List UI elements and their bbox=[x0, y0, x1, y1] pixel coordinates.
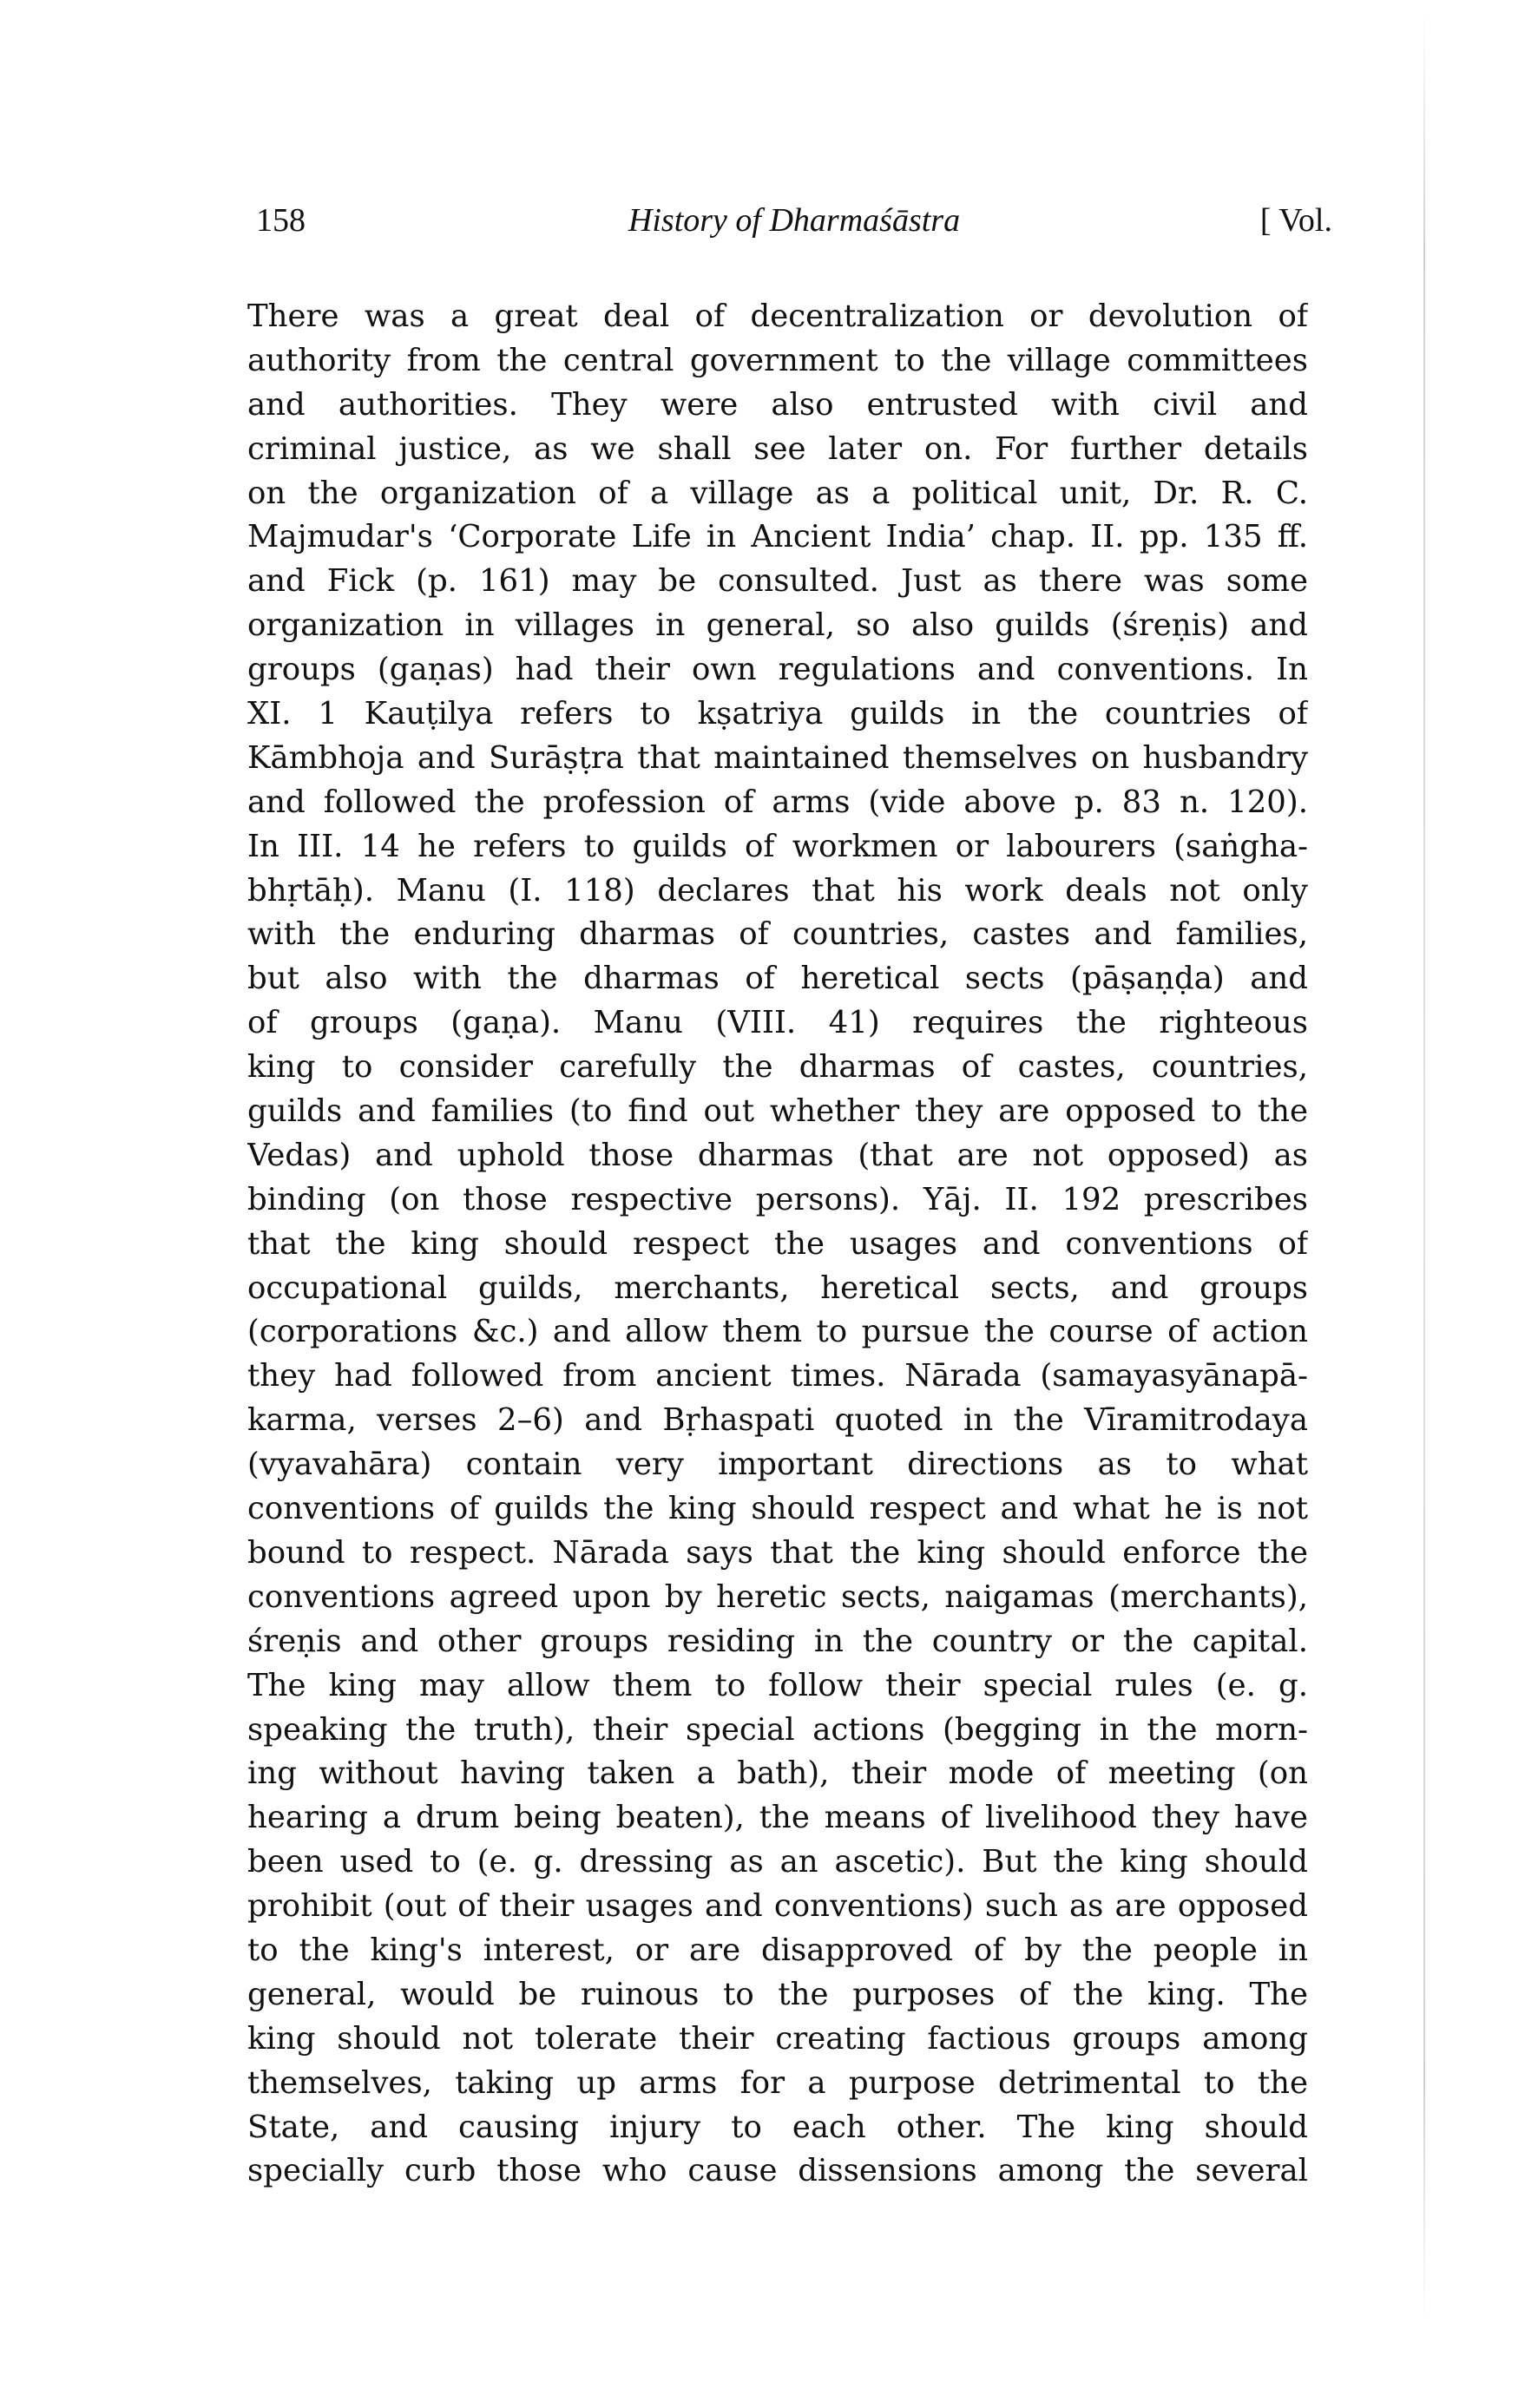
text-line: The king may allow them to follow their special rules (e. g. bbox=[247, 1667, 1308, 1703]
text-line: (vyavahāra) contain very important directions as to what bbox=[247, 1447, 1308, 1483]
text-line: on the organization of a village as a political unit, Dr. R. C. bbox=[247, 475, 1308, 511]
text-line: Kāmbhoja and Surāṣṭra that maintained themselves on husbandry bbox=[247, 739, 1308, 776]
text-line: but also with the dharmas of heretical sects (pāṣaṇḍa) and bbox=[247, 961, 1308, 997]
volume-mark: [ Vol. bbox=[1259, 202, 1332, 239]
text-line: they had followed from ancient times. Nārada (samayasyānapā- bbox=[247, 1358, 1308, 1394]
text-line: guilds and families (to find out whether they are opposed to the bbox=[247, 1093, 1308, 1130]
text-line: organization in villages in general, so also guilds (śreṇis) and bbox=[247, 607, 1308, 644]
text-line: king to consider carefully the dharmas of castes, countries, bbox=[247, 1049, 1308, 1086]
body-text bbox=[247, 295, 1308, 2194]
text-line: State, and causing injury to each other. The king should bbox=[247, 2109, 1308, 2145]
page-number: 158 bbox=[256, 202, 306, 239]
text-line: to the king's interest, or are disapproved of by the people in bbox=[247, 1932, 1308, 1968]
text-line: of groups (gaṇa). Manu (VIII. 41) requires the righteous bbox=[247, 1005, 1308, 1041]
text-line: specially curb those who cause dissensions among the several bbox=[247, 2153, 1308, 2189]
text-line: been used to (e. g. dressing as an ascetic). But the king should bbox=[247, 1844, 1308, 1880]
text-line: bhṛtāḥ). Manu (I. 118) declares that his work deals not only bbox=[247, 872, 1308, 909]
text-line: criminal justice, as we shall see later on. For further details bbox=[247, 430, 1308, 467]
running-title: History of Dharmaśāstra bbox=[628, 202, 961, 239]
text-line: karma, verses 2–6) and Bṛhaspati quoted in the Vīramitrodaya bbox=[247, 1402, 1308, 1439]
running-head bbox=[256, 201, 1332, 253]
text-line: (corporations &c.) and allow them to pursue the course of action bbox=[247, 1314, 1308, 1350]
text-line: that the king should respect the usages and conventions of bbox=[247, 1225, 1308, 1262]
text-line: groups (gaṇas) had their own regulations and conventions. In bbox=[247, 652, 1308, 688]
text-line: śreṇis and other groups residing in the country or the capital. bbox=[247, 1623, 1308, 1659]
text-line: Vedas) and uphold those dharmas (that are not opposed) as bbox=[247, 1137, 1308, 1173]
text-line: authority from the central government to the village committees bbox=[247, 342, 1308, 378]
text-line: with the enduring dharmas of countries, castes and families, bbox=[247, 916, 1308, 953]
text-line: hearing a drum being beaten), the means of livelihood they have bbox=[247, 1800, 1308, 1836]
text-line: binding (on those respective persons). Yāj. II. 192 prescribes bbox=[247, 1181, 1308, 1217]
text-line: ing without having taken a bath), their mode of meeting (on bbox=[247, 1755, 1308, 1792]
text-line: occupational guilds, merchants, heretical sects, and groups bbox=[247, 1270, 1308, 1306]
text-line: themselves, taking up arms for a purpose detrimental to the bbox=[247, 2064, 1308, 2101]
text-line: and followed the profession of arms (vide above p. 83 n. 120). bbox=[247, 784, 1308, 820]
scan-edge-divider bbox=[1423, 13, 1425, 2321]
text-line: XI. 1 Kauṭilya refers to kṣatriya guilds in the countries of bbox=[247, 696, 1308, 732]
text-line: general, would be ruinous to the purposes of the king. The bbox=[247, 1976, 1308, 2012]
text-line: There was a great deal of decentralization or devolution of bbox=[247, 299, 1308, 334]
text-line: king should not tolerate their creating factious groups among bbox=[247, 2020, 1308, 2057]
text-line: conventions of guilds the king should respect and what he is not bbox=[247, 1491, 1308, 1527]
text-line: bound to respect. Nārada says that the king should enforce the bbox=[247, 1534, 1308, 1571]
text-line: Majmudar's ‘Corporate Life in Ancient India’ chap. II. pp. 135 ff. bbox=[247, 519, 1308, 555]
text-line: prohibit (out of their usages and conventions) such as are opposed bbox=[247, 1888, 1308, 1925]
text-line: conventions agreed upon by heretic sects, naigamas (merchants), bbox=[247, 1578, 1308, 1615]
text-line: and authorities. They were also entrusted with civil and bbox=[247, 386, 1308, 423]
text-line: speaking the truth), their special actions (begging in the morn- bbox=[247, 1711, 1308, 1748]
text-line: and Fick (p. 161) may be consulted. Just as there was some bbox=[247, 563, 1308, 600]
text-line: In III. 14 he refers to guilds of workmen or labourers (saṅgha- bbox=[247, 828, 1308, 864]
